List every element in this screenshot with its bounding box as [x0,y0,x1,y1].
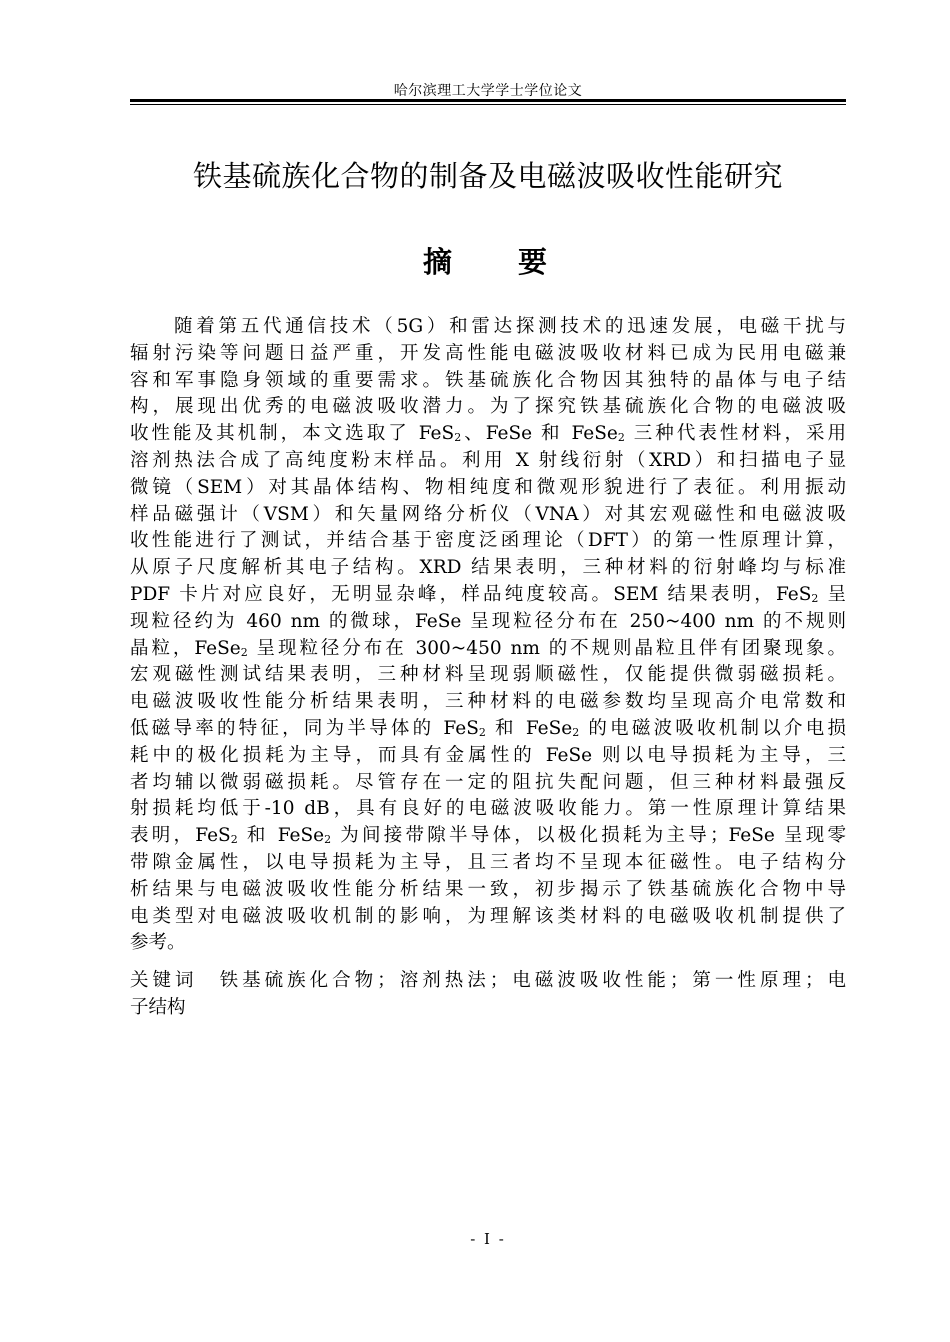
abstract-line: 收性能进行了测试，并结合基于密度泛函理论（DFT）的第一性原理计算， [130,530,846,552]
abstract-line: 者均辅以微弱磁损耗。尽管存在一定的阻抗失配问题，但三种材料最强反 [130,771,846,793]
keywords-block [130,968,846,1022]
keywords-text-line-1: 铁基硫族化合物；溶剂热法；电磁波吸收性能；第一性原理；电 [219,970,846,991]
abstract-line: 随着第五代通信技术（5G）和雷达探测技术的迅速发展，电磁干扰与 [174,316,846,337]
abstract-line: 宏观磁性测试结果表明，三种材料呈现弱顺磁性，仅能提供微弱磁损耗。 [130,664,846,686]
thesis-title: 铁基硫族化合物的制备及电磁波吸收性能研究 [192,159,783,193]
abstract-line: 电类型对电磁波吸收机制的影响，为理解该类材料的电磁吸收机制提供了 [130,905,846,927]
abstract-line: 收性能及其机制，本文选取了 FeS$_2$、FeSe 和 FeSe$_2$ 三种代表性材料，采用 [130,423,847,445]
abstract-line: 耗中的极化损耗为主导，而具有金属性的 FeSe 则以电导损耗为主导，三 [130,744,846,766]
abstract-line: 样品磁强计（VSM）和矢量网络分析仪（VNA）对其宏观磁性和电磁波吸 [130,503,846,525]
abstract-line: 参考。 [130,932,186,954]
abstract-line: 溶剂热法合成了高纯度粉末样品。利用 X 射线衍射（XRD）和扫描电子显 [130,449,846,471]
abstract-line: 微镜（SEM）对其晶体结构、物相纯度和微观形貌进行了表征。利用振动 [130,476,846,498]
abstract-line: PDF 卡片对应良好，无明显杂峰，样品纯度较高。SEM 结果表明，FeS$_2$ 呈 [130,583,846,605]
abstract-line: 低磁导率的特征，同为半导体的 FeS$_2$ 和 FeSe$_2$ 的电磁波吸收机制以介电损 [130,717,846,739]
abstract-line: 现粒径约为 460 nm 的微球，FeSe 呈现粒径分布在 250~400 nm 的不规则 [130,610,846,632]
header-rule-thin [130,104,846,105]
running-header: 哈尔滨理工大学学士学位论文 [393,83,583,99]
keywords-label: 关键词 [130,970,198,991]
keywords-text-line-2: 子结构 [130,996,186,1018]
abstract-line: 射损耗均低于-10 dB，具有良好的电磁波吸收能力。第一性原理计算结果 [130,798,846,820]
abstract-body [130,314,846,957]
abstract-heading: 摘 要 [422,245,576,279]
abstract-line: 辐射污染等问题日益严重，开发高性能电磁波吸收材料已成为民用电磁兼 [130,342,846,364]
header-rule-thick [130,99,846,102]
abstract-line: 构，展现出优秀的电磁波吸收潜力。为了探究铁基硫族化合物的电磁波吸 [130,396,846,418]
abstract-line: 表明，FeS$_2$ 和 FeSe$_2$ 为间接带隙半导体，以极化损耗为主导；FeSe 呈现零 [130,825,846,847]
abstract-line: 带隙金属性，以电导损耗为主导，且三者均不呈现本征磁性。电子结构分 [130,851,846,873]
abstract-line: 析结果与电磁波吸收性能分析结果一致，初步揭示了铁基硫族化合物中导 [130,878,846,900]
abstract-line: 电磁波吸收性能分析结果表明，三种材料的电磁参数均呈现高介电常数和 [130,691,846,713]
page-number: - I - [470,1230,506,1248]
abstract-line: 从原子尺度解析其电子结构。XRD 结果表明，三种材料的衍射峰均与标准 [130,557,846,579]
abstract-line: 容和军事隐身领域的重要需求。铁基硫族化合物因其独特的晶体与电子结 [130,369,846,391]
abstract-line: 晶粒，FeSe$_2$ 呈现粒径分布在 300~450 nm 的不规则晶粒且伴有团聚现象。 [130,637,846,659]
